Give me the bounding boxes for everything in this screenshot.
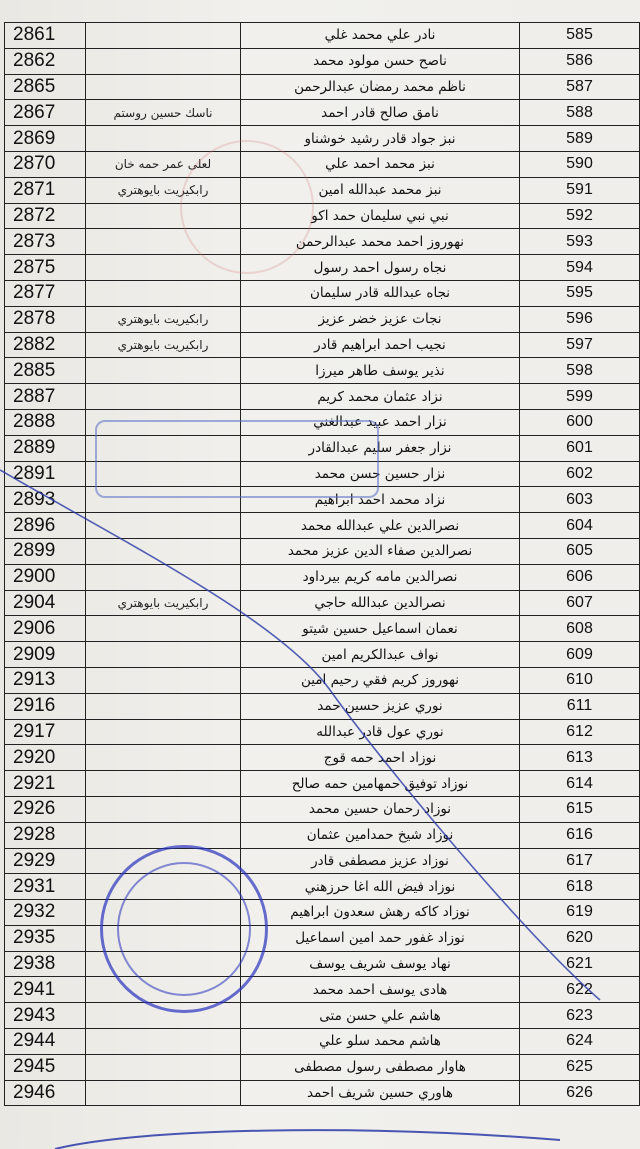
row-note [86, 126, 241, 152]
table-row [5, 255, 640, 281]
row-note [86, 1029, 241, 1055]
row-id-number: 2893 [5, 487, 86, 513]
table-row [5, 126, 640, 152]
row-sequence-number: 587 [520, 74, 640, 100]
row-full-name: نصرالدين صفاء الدين عزيز محمد [241, 538, 520, 564]
row-id-number: 2916 [5, 693, 86, 719]
row-id-number: 2872 [5, 203, 86, 229]
row-sequence-number: 600 [520, 409, 640, 435]
row-note [86, 925, 241, 951]
table-row [5, 229, 640, 255]
table-row [5, 74, 640, 100]
row-id-number: 2889 [5, 435, 86, 461]
row-note [86, 693, 241, 719]
table-row [5, 461, 640, 487]
row-sequence-number: 620 [520, 925, 640, 951]
row-note: لعلى عمر حمه خان [86, 151, 241, 177]
row-full-name: نوزاد عزيز مصطفى قادر [241, 848, 520, 874]
row-id-number: 2861 [5, 23, 86, 49]
table-row [5, 151, 640, 177]
row-id-number: 2929 [5, 848, 86, 874]
table-row [5, 771, 640, 797]
table-row [5, 874, 640, 900]
table-row [5, 100, 640, 126]
row-id-number: 2900 [5, 564, 86, 590]
row-full-name: نصرالدين مامه كريم بيرداود [241, 564, 520, 590]
row-note [86, 874, 241, 900]
row-note [86, 74, 241, 100]
row-note: رابكيريت بايوهتري [86, 590, 241, 616]
row-id-number: 2871 [5, 177, 86, 203]
row-id-number: 2921 [5, 771, 86, 797]
row-id-number: 2899 [5, 538, 86, 564]
table-row [5, 796, 640, 822]
row-note [86, 719, 241, 745]
table-row [5, 616, 640, 642]
row-id-number: 2869 [5, 126, 86, 152]
row-full-name: نامق صالح قادر احمد [241, 100, 520, 126]
row-full-name: نبز جواد قادر رشيد خوشناو [241, 126, 520, 152]
row-full-name: ناصح حسن مولود محمد [241, 48, 520, 74]
row-note [86, 538, 241, 564]
row-sequence-number: 613 [520, 745, 640, 771]
row-note [86, 1080, 241, 1106]
row-note: رابكيريت بايوهتري [86, 306, 241, 332]
table-row [5, 435, 640, 461]
row-sequence-number: 625 [520, 1054, 640, 1080]
row-note [86, 1054, 241, 1080]
row-full-name: هاشم محمد سلو علي [241, 1029, 520, 1055]
row-id-number: 2877 [5, 280, 86, 306]
row-sequence-number: 612 [520, 719, 640, 745]
table-row [5, 487, 640, 513]
row-sequence-number: 623 [520, 1003, 640, 1029]
table-row [5, 1029, 640, 1055]
row-full-name: هاشم علي حسن متى [241, 1003, 520, 1029]
row-sequence-number: 626 [520, 1080, 640, 1106]
row-sequence-number: 603 [520, 487, 640, 513]
row-sequence-number: 585 [520, 23, 640, 49]
row-id-number: 2935 [5, 925, 86, 951]
row-full-name: نادر علي محمد غلي [241, 23, 520, 49]
row-note [86, 409, 241, 435]
row-full-name: هادى يوسف احمد محمد [241, 977, 520, 1003]
row-sequence-number: 601 [520, 435, 640, 461]
table-row [5, 332, 640, 358]
row-note [86, 48, 241, 74]
row-note [86, 435, 241, 461]
row-full-name: نوزاد غفور حمد امين اسماعيل [241, 925, 520, 951]
bottom-pen-arc [55, 1130, 560, 1149]
row-sequence-number: 604 [520, 513, 640, 539]
row-full-name: نجاه رسول احمد رسول [241, 255, 520, 281]
row-note [86, 616, 241, 642]
row-note [86, 280, 241, 306]
table-row [5, 23, 640, 49]
row-sequence-number: 622 [520, 977, 640, 1003]
row-full-name: نبز محمد عبدالله امين [241, 177, 520, 203]
row-note [86, 1003, 241, 1029]
row-note [86, 487, 241, 513]
row-note [86, 771, 241, 797]
row-sequence-number: 592 [520, 203, 640, 229]
table-row [5, 513, 640, 539]
row-full-name: نبز محمد احمد علي [241, 151, 520, 177]
roster-body [5, 23, 640, 1106]
table-row [5, 564, 640, 590]
table-row [5, 280, 640, 306]
row-sequence-number: 588 [520, 100, 640, 126]
row-id-number: 2931 [5, 874, 86, 900]
row-sequence-number: 586 [520, 48, 640, 74]
row-full-name: نزاد محمد احمد ابراهيم [241, 487, 520, 513]
table-row [5, 590, 640, 616]
row-id-number: 2944 [5, 1029, 86, 1055]
row-note [86, 745, 241, 771]
row-note: رابكيريت بايوهتري [86, 332, 241, 358]
row-sequence-number: 594 [520, 255, 640, 281]
row-note [86, 900, 241, 926]
row-id-number: 2946 [5, 1080, 86, 1106]
row-sequence-number: 608 [520, 616, 640, 642]
row-id-number: 2906 [5, 616, 86, 642]
row-id-number: 2926 [5, 796, 86, 822]
row-sequence-number: 606 [520, 564, 640, 590]
row-sequence-number: 611 [520, 693, 640, 719]
row-full-name: نهوروز كريم فقي رحيم امين [241, 667, 520, 693]
row-note [86, 23, 241, 49]
row-full-name: ناظم محمد رمضان عبدالرحمن [241, 74, 520, 100]
row-note [86, 461, 241, 487]
row-sequence-number: 589 [520, 126, 640, 152]
row-full-name: نوزاد فيض الله اغا حرزهني [241, 874, 520, 900]
row-id-number: 2945 [5, 1054, 86, 1080]
row-id-number: 2887 [5, 384, 86, 410]
row-full-name: نوري عول قادر عبدالله [241, 719, 520, 745]
row-id-number: 2909 [5, 642, 86, 668]
row-full-name: نبي نبي سليمان حمد اكو [241, 203, 520, 229]
row-note: رابكيريت بايوهتري [86, 177, 241, 203]
row-full-name: نصرالدين عبدالله حاجي [241, 590, 520, 616]
table-row [5, 177, 640, 203]
row-sequence-number: 610 [520, 667, 640, 693]
row-sequence-number: 607 [520, 590, 640, 616]
row-id-number: 2882 [5, 332, 86, 358]
row-note [86, 564, 241, 590]
table-row [5, 642, 640, 668]
row-full-name: نجاه عبدالله قادر سليمان [241, 280, 520, 306]
row-id-number: 2913 [5, 667, 86, 693]
table-row [5, 667, 640, 693]
row-full-name: نواف عبدالكريم امين [241, 642, 520, 668]
row-id-number: 2941 [5, 977, 86, 1003]
row-id-number: 2865 [5, 74, 86, 100]
row-sequence-number: 614 [520, 771, 640, 797]
row-note [86, 358, 241, 384]
row-note [86, 667, 241, 693]
row-full-name: نوزاد كاكه رهش سعدون ابراهيم [241, 900, 520, 926]
row-full-name: نزار حسين حسن محمد [241, 461, 520, 487]
row-id-number: 2875 [5, 255, 86, 281]
row-id-number: 2885 [5, 358, 86, 384]
table-row [5, 538, 640, 564]
table-row [5, 977, 640, 1003]
row-sequence-number: 598 [520, 358, 640, 384]
row-full-name: نزاد عثمان محمد كريم [241, 384, 520, 410]
row-note [86, 513, 241, 539]
row-note [86, 796, 241, 822]
table-row [5, 925, 640, 951]
row-id-number: 2870 [5, 151, 86, 177]
row-sequence-number: 597 [520, 332, 640, 358]
table-row [5, 848, 640, 874]
table-row [5, 745, 640, 771]
row-id-number: 2873 [5, 229, 86, 255]
row-note [86, 255, 241, 281]
row-sequence-number: 605 [520, 538, 640, 564]
row-full-name: نوزاد رحمان حسين محمد [241, 796, 520, 822]
row-note [86, 384, 241, 410]
row-full-name: نوري عزيز حسين حمد [241, 693, 520, 719]
row-sequence-number: 591 [520, 177, 640, 203]
table-row [5, 1003, 640, 1029]
row-sequence-number: 619 [520, 900, 640, 926]
row-note [86, 642, 241, 668]
row-sequence-number: 593 [520, 229, 640, 255]
table-row [5, 1080, 640, 1106]
table-row [5, 900, 640, 926]
table-row [5, 384, 640, 410]
row-id-number: 2943 [5, 1003, 86, 1029]
table-row [5, 409, 640, 435]
row-sequence-number: 618 [520, 874, 640, 900]
row-note [86, 229, 241, 255]
row-full-name: نجيب احمد ابراهيم قادر [241, 332, 520, 358]
row-full-name: نهوروز احمد محمد عبدالرحمن [241, 229, 520, 255]
row-id-number: 2938 [5, 951, 86, 977]
row-note [86, 977, 241, 1003]
row-full-name: نهاد يوسف شريف يوسف [241, 951, 520, 977]
row-full-name: نجات عزيز خضر عزيز [241, 306, 520, 332]
row-full-name: هاوري حسين شريف احمد [241, 1080, 520, 1106]
row-sequence-number: 617 [520, 848, 640, 874]
row-sequence-number: 615 [520, 796, 640, 822]
row-note [86, 848, 241, 874]
row-id-number: 2867 [5, 100, 86, 126]
row-id-number: 2904 [5, 590, 86, 616]
row-sequence-number: 621 [520, 951, 640, 977]
row-note [86, 822, 241, 848]
row-full-name: نصرالدين علي عبدالله محمد [241, 513, 520, 539]
table-row [5, 822, 640, 848]
table-row [5, 203, 640, 229]
row-id-number: 2920 [5, 745, 86, 771]
row-id-number: 2891 [5, 461, 86, 487]
row-note [86, 203, 241, 229]
table-row [5, 358, 640, 384]
roster-table [4, 22, 640, 1106]
row-full-name: نزار احمد عبيد عبدالغني [241, 409, 520, 435]
table-row [5, 306, 640, 332]
row-sequence-number: 624 [520, 1029, 640, 1055]
row-sequence-number: 596 [520, 306, 640, 332]
row-full-name: هاوار مصطفى رسول مصطفى [241, 1054, 520, 1080]
row-full-name: نزار جعفر سليم عبدالقادر [241, 435, 520, 461]
row-id-number: 2888 [5, 409, 86, 435]
row-id-number: 2896 [5, 513, 86, 539]
row-full-name: نعمان اسماعيل حسين شيتو [241, 616, 520, 642]
row-id-number: 2878 [5, 306, 86, 332]
row-note: ناسك حسين روستم [86, 100, 241, 126]
row-sequence-number: 595 [520, 280, 640, 306]
table-row [5, 719, 640, 745]
table-row [5, 48, 640, 74]
row-sequence-number: 599 [520, 384, 640, 410]
row-full-name: نوزاد احمد حمه قوج [241, 745, 520, 771]
row-note [86, 951, 241, 977]
row-full-name: نوزاد توفيق حمهامين حمه صالح [241, 771, 520, 797]
row-id-number: 2932 [5, 900, 86, 926]
row-sequence-number: 590 [520, 151, 640, 177]
row-id-number: 2862 [5, 48, 86, 74]
table-row [5, 1054, 640, 1080]
table-row [5, 951, 640, 977]
table-row [5, 693, 640, 719]
row-sequence-number: 602 [520, 461, 640, 487]
row-sequence-number: 616 [520, 822, 640, 848]
row-id-number: 2928 [5, 822, 86, 848]
row-full-name: نوزاد شيخ حمدامين عثمان [241, 822, 520, 848]
row-sequence-number: 609 [520, 642, 640, 668]
row-id-number: 2917 [5, 719, 86, 745]
row-full-name: نذير يوسف طاهر ميرزا [241, 358, 520, 384]
